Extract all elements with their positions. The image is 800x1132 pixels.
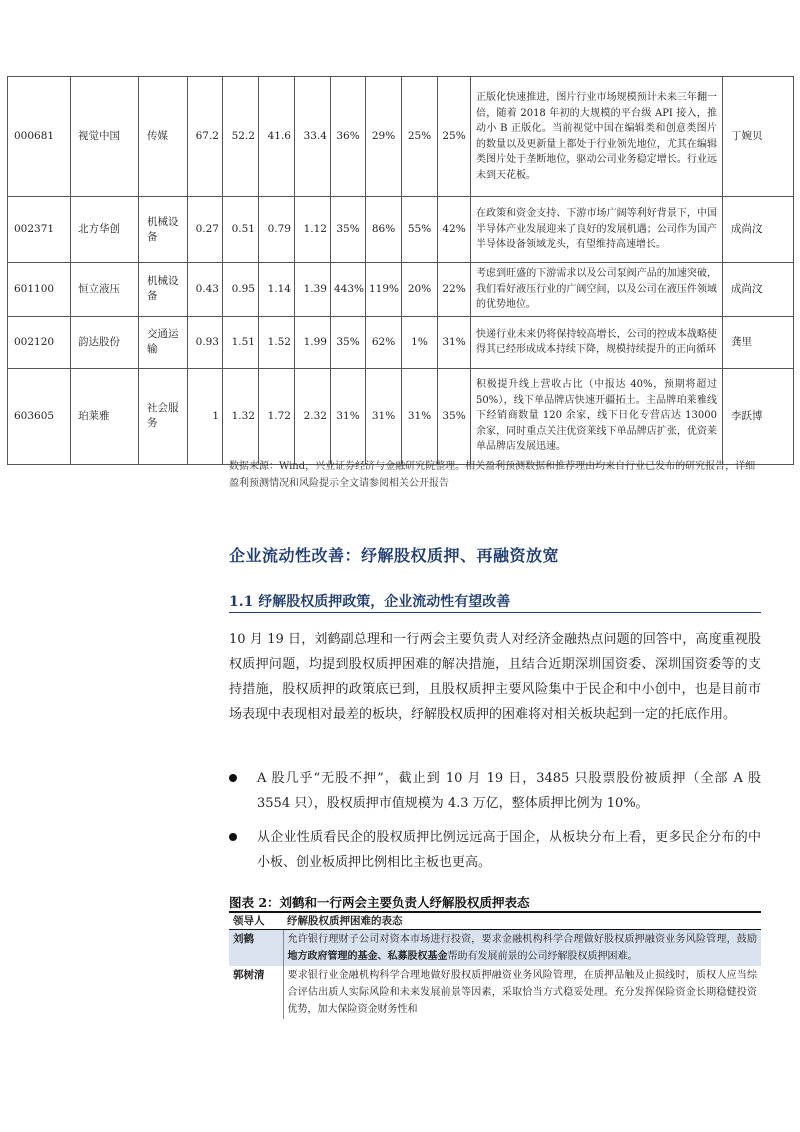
- value-cell: 0.79: [259, 197, 295, 263]
- stock-industry: 社会服务: [139, 368, 188, 464]
- stock-name: 韵达股份: [71, 316, 139, 368]
- value-cell: 1.72: [259, 368, 295, 464]
- leader-name: 刘鹤: [229, 930, 283, 967]
- growth-cell: 35%: [438, 368, 471, 464]
- stock-recommendation-table: [7, 76, 794, 465]
- leader-name: 郭树清: [229, 966, 283, 1019]
- section-title: 企业流动性改善：纾解股权质押、再融资放宽: [229, 546, 560, 565]
- statement-text: [283, 966, 761, 1019]
- table-header-row: [229, 912, 761, 930]
- value-cell: 1.32: [223, 368, 259, 464]
- growth-cell: 55%: [402, 197, 438, 263]
- statement-part: 帮助有发展前景的公司纾解股权质押困难。: [447, 951, 638, 962]
- value-cell: 1.99: [295, 316, 331, 368]
- statement-part: 允许银行理财子公司对资本市场进行投资，要求金融机构科学合理做好股权质押融资业务风险管理，鼓励: [287, 934, 757, 945]
- value-cell: 1.51: [223, 316, 259, 368]
- value-cell: 0.51: [223, 197, 259, 263]
- bullet-item: [229, 766, 761, 816]
- table-row: [8, 368, 794, 464]
- analyst-name: 成尚汶: [723, 263, 794, 317]
- stock-industry: 机械设备: [139, 197, 188, 263]
- table-row: [8, 316, 794, 368]
- value-cell: 41.6: [259, 77, 295, 197]
- growth-cell: 35%: [331, 197, 366, 263]
- growth-cell: 31%: [331, 368, 366, 464]
- bullet-dot-icon: [229, 833, 237, 841]
- table-row: [229, 966, 761, 1019]
- body-paragraph: 10 月 19 日，刘鹤副总理和一行两会主要负责人对经济金融热点问题的回答中，高度重视股权质押问题，均提到股权质押困难的解决措施，且结合近期深圳国资委、深圳国资委等的支持措施，股权质押的政策底已到，且股权质押主要风险集中于民企和中小创中，也是目前市场表现中表现相对最差的板块，纾解股权质押的困难将对相关板块起到一定的托底作用。: [229, 632, 761, 722]
- value-cell: 1.52: [259, 316, 295, 368]
- stock-code: 601100: [8, 263, 71, 317]
- table-row: [8, 263, 794, 317]
- statements-table: [229, 911, 761, 1019]
- value-cell: 52.2: [223, 77, 259, 197]
- stock-code: 000681: [8, 77, 71, 197]
- bullet-dot-icon: [229, 774, 237, 782]
- header-statement: 纾解股权质押困难的表态: [283, 912, 761, 930]
- stock-industry: 机械设备: [139, 263, 188, 317]
- sub-section-title: 1.1 纾解股权质押政策，企业流动性有望改善: [229, 594, 511, 610]
- growth-cell: 62%: [366, 316, 402, 368]
- growth-cell: 31%: [366, 368, 402, 464]
- figure-title: 图表 2：刘鹤和一行两会主要负责人纾解股权质押表态: [229, 895, 530, 910]
- statement-text: [283, 930, 761, 967]
- analyst-name: 成尚汶: [723, 197, 794, 263]
- growth-cell: 1%: [402, 316, 438, 368]
- header-leader: 领导人: [229, 912, 283, 930]
- bullet-item: [229, 825, 761, 875]
- stock-name: 视觉中国: [71, 77, 139, 197]
- value-cell: 1.39: [295, 263, 331, 317]
- value-cell: 1.14: [259, 263, 295, 317]
- analyst-name: 龚里: [723, 316, 794, 368]
- growth-cell: 31%: [438, 316, 471, 368]
- stock-industry: 交通运输: [139, 316, 188, 368]
- value-cell: 0.93: [188, 316, 223, 368]
- sub-title-underline: [229, 612, 761, 613]
- stock-code: 002120: [8, 316, 71, 368]
- value-cell: 0.95: [223, 263, 259, 317]
- growth-cell: 42%: [438, 197, 471, 263]
- stock-code: 603605: [8, 368, 71, 464]
- recommendation-reason: 考虑到旺盛的下游需求以及公司泵阀产品的加速突破，我们看好液压行业的广阔空间，以及公司在液压件领域的优势地位。: [471, 263, 723, 317]
- stock-name: 恒立液压: [71, 263, 139, 317]
- growth-cell: 86%: [366, 197, 402, 263]
- recommendation-reason: 在政策和资金支持、下游市场广阔等利好背景下，中国半导体产业发展迎来了良好的发展机遇；公司作为国产半导体设备领域龙头，有望维持高速增长。: [471, 197, 723, 263]
- value-cell: 67.2: [188, 77, 223, 197]
- table-row: [8, 197, 794, 263]
- table-row: [8, 77, 794, 197]
- growth-cell: 25%: [402, 77, 438, 197]
- recommendation-reason: 积极提升线上营收占比（中报达 40%，预期将超过 50%），线下单品牌店快速开疆拓土。主品牌珀莱雅线下经销商数量 120 余家，线下日化专营店达 13000 余家，同时重点关注优资莱线下单品牌店扩张，优资莱单品牌店发展迅速。: [471, 368, 723, 464]
- value-cell: 2.32: [295, 368, 331, 464]
- growth-cell: 35%: [331, 316, 366, 368]
- value-cell: 0.27: [188, 197, 223, 263]
- growth-cell: 31%: [402, 368, 438, 464]
- growth-cell: 20%: [402, 263, 438, 317]
- growth-cell: 25%: [438, 77, 471, 197]
- growth-cell: 29%: [366, 77, 402, 197]
- bullet-text: 从企业性质看民企的股权质押比例远远高于国企，从板块分布上看，更多民企分布的中小板、创业板质押比例相比主板也更高。: [257, 830, 761, 870]
- growth-cell: 119%: [366, 263, 402, 317]
- statement-highlight: 地方政府管理的基金、私募股权基金: [287, 951, 448, 962]
- bullet-text: A 股几乎“无股不押”，截止到 10 月 19 日，3485 只股票股份被质押（全部 A 股 3554 只），股权质押市值规模为 4.3 万亿，整体质押比例为 10%。: [257, 771, 761, 811]
- value-cell: 1: [188, 368, 223, 464]
- table-source-note: 数据来源：Wind，兴业证券经济与金融研究院整理。相关盈利预测数据和推荐理由均来自行业已发布的研究报告，详细盈利预测情况和风险提示全文请参阅相关公开报告: [229, 461, 756, 489]
- value-cell: 1.12: [295, 197, 331, 263]
- recommendation-reason: 快递行业未来仍将保持较高增长，公司的控成本战略使得其已经形成成本持续下降，规模持续提升的正向循环: [471, 316, 723, 368]
- growth-cell: 22%: [438, 263, 471, 317]
- value-cell: 33.4: [295, 77, 331, 197]
- growth-cell: 443%: [331, 263, 366, 317]
- value-cell: 0.43: [188, 263, 223, 317]
- stock-industry: 传媒: [139, 77, 188, 197]
- stock-code: 002371: [8, 197, 71, 263]
- table-row: [229, 930, 761, 967]
- analyst-name: 丁婉贝: [723, 77, 794, 197]
- analyst-name: 李跃博: [723, 368, 794, 464]
- statement-part: 要求银行业金融机构科学合理地做好股权质押融资业务风险管理，在质押品触及止损线时，质权人应当综合评估出质人实际风险和未来发展前景等因素，采取恰当方式稳妥处理。充分发挥保险资金长期稳健投资优势，加大保险资金财务性和: [287, 970, 757, 1015]
- recommendation-reason: 正版化快速推进，图片行业市场规模预计未来三年翻一倍，随着 2018 年初的大规模的平台级 API 接入，推动小 B 正版化。当前视觉中国在编辑类和创意类图片的数量以及更新量上都处于行业领先地位，尤其在编辑类图片处于垄断地位，驱动公司业务稳定增长。行业远未到天花板。: [471, 77, 723, 197]
- stock-name: 珀莱雅: [71, 368, 139, 464]
- growth-cell: 36%: [331, 77, 366, 197]
- stock-name: 北方华创: [71, 197, 139, 263]
